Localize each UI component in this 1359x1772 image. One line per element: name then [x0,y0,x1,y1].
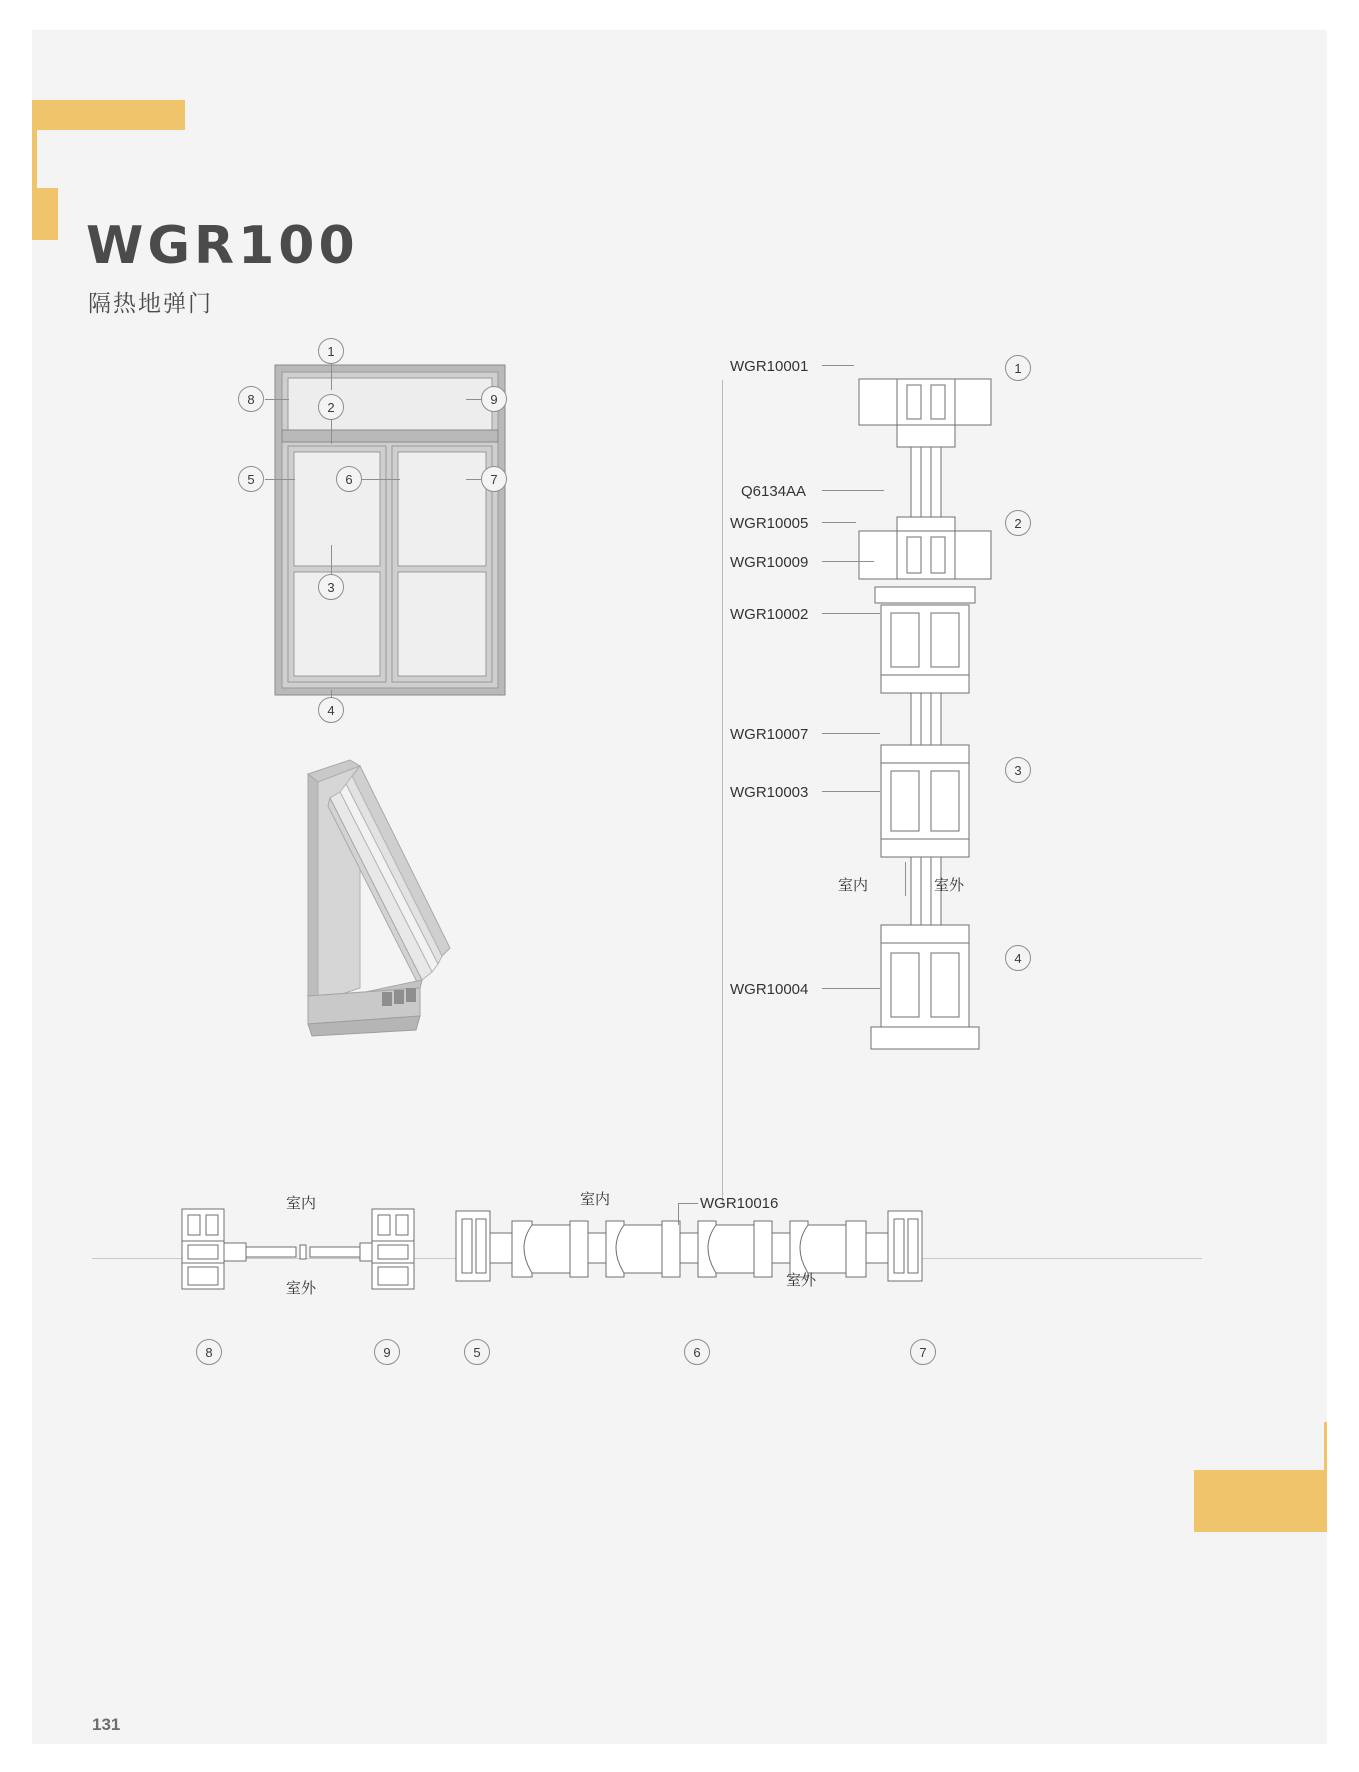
elevation-callout-1[interactable]: 1 [318,338,344,364]
leader-line [822,490,884,491]
elevation-callout-6[interactable]: 6 [336,466,362,492]
horizontal-callout-5[interactable]: 5 [464,1339,490,1365]
page-title: WGR100 [86,216,359,276]
elevation-callout-5[interactable]: 5 [238,466,264,492]
section-callout-3[interactable]: 3 [1005,757,1031,783]
annotation-exterior-right: 室外 [786,1272,817,1289]
page-margin-right [1327,0,1359,1772]
elevation-callout-7[interactable]: 7 [481,466,507,492]
leader-line [822,365,854,366]
annotation-interior-vertical: 室内 [838,877,869,894]
page-margin-left [0,0,32,1772]
leader-line [822,791,880,792]
section-label-wgr10002: WGR10002 [730,606,809,623]
page-subtitle: 隔热地弹门 [88,290,213,316]
elevation-callout-9[interactable]: 9 [481,386,507,412]
section-label-wgr10003: WGR10003 [730,784,809,801]
page-margin-bottom [0,1744,1359,1772]
horizontal-callout-6[interactable]: 6 [684,1339,710,1365]
annotation-exterior-left: 室外 [286,1280,317,1297]
section-label-wgr10009: WGR10009 [730,554,809,571]
horizontal-callout-8[interactable]: 8 [196,1339,222,1365]
decor-corner-top-left-cut [37,130,185,188]
annotation-interior-left: 室内 [286,1195,317,1212]
horizontal-callout-9[interactable]: 9 [374,1339,400,1365]
section-label-wgr10016: WGR10016 [700,1195,779,1212]
leader-line [822,561,874,562]
leader-line [360,479,400,480]
section-callout-1[interactable]: 1 [1005,355,1031,381]
annotation-exterior-vertical: 室外 [934,877,965,894]
leader-line [822,613,880,614]
section-label-wgr10007: WGR10007 [730,726,809,743]
elevation-callout-2[interactable]: 2 [318,394,344,420]
leader-line [265,399,289,400]
corner-3d-render [290,752,490,1042]
leader-line [822,988,880,989]
horizontal-callout-7[interactable]: 7 [910,1339,936,1365]
vertical-divider [722,380,723,1205]
page-margin-top [0,0,1359,30]
leader-line [822,522,856,523]
section-callout-4[interactable]: 4 [1005,945,1031,971]
elevation-callout-8[interactable]: 8 [238,386,264,412]
leader-line [905,862,906,896]
leader-line [822,733,880,734]
horizontal-section-right [452,1205,952,1295]
section-label-wgr10004: WGR10004 [730,981,809,998]
section-label-wgr10005: WGR10005 [730,515,809,532]
vertical-section-drawing [855,375,995,1205]
elevation-callout-4[interactable]: 4 [318,697,344,723]
section-label-wgr10001: WGR10001 [730,358,809,375]
page-number: 131 [92,1715,121,1734]
leader-line [678,1203,679,1225]
door-elevation-drawing [270,360,510,700]
leader-line [331,545,332,577]
annotation-interior-right: 室内 [580,1191,611,1208]
elevation-callout-3[interactable]: 3 [318,574,344,600]
section-label-q6134aa: Q6134AA [741,483,807,500]
leader-line [265,479,295,480]
section-callout-2[interactable]: 2 [1005,510,1031,536]
leader-line [678,1203,698,1204]
